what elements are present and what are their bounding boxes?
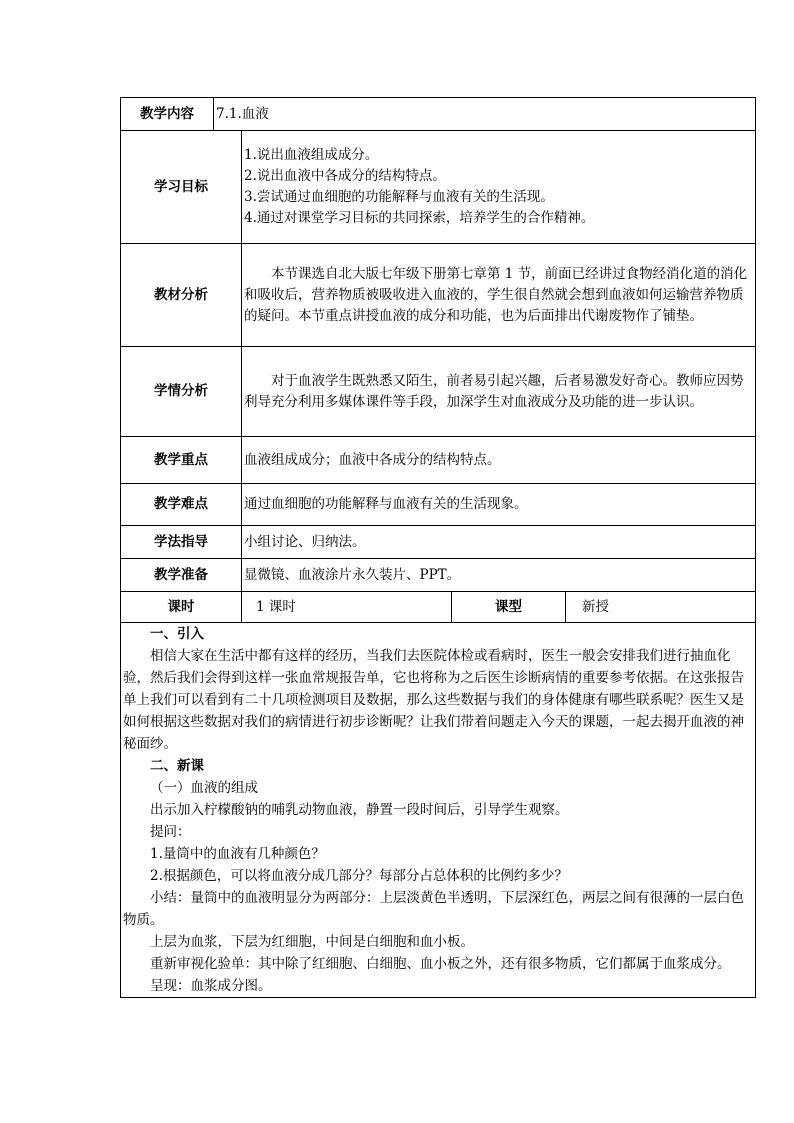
material-analysis-text: 本节课选自北大版七年级下册第七章第 1 节，前面已经讲过食物经消化道的消化和吸收后，营养物质被吸收进入血液的，学生很自然就会想到血液如何运输营养物质的疑问。本节重点讲授血液的成分和功能，也为后面排出代谢废物作了铺垫。 bbox=[244, 265, 748, 324]
student-analysis-text: 对于血液学生既熟悉又陌生，前者易引起兴趣，后者易激发好奇心。教师应因势利导充分利用多媒体课件等手段，加深学生对血液成分及功能的进一步认识。 bbox=[244, 372, 744, 410]
label-teaching-content: 教学内容 bbox=[121, 98, 214, 131]
label-student-analysis: 学情分析 bbox=[121, 347, 242, 437]
value-class-hours: 1 课时 bbox=[242, 592, 452, 623]
process-line: 提问： bbox=[150, 824, 191, 840]
row-teaching-content bbox=[121, 98, 756, 131]
teaching-process bbox=[121, 623, 756, 998]
value-study-method: 小组讨论、归纳法。 bbox=[242, 526, 756, 559]
question-line: 1.量筒中的血液有几种颜色？ bbox=[150, 846, 325, 862]
process-line: 上层为血浆，下层为红细胞，中间是白细胞和血小板。 bbox=[150, 934, 474, 950]
subsection-heading-blood-composition: （一）血液的组成 bbox=[150, 780, 258, 796]
row-class-hours bbox=[121, 592, 756, 623]
row-key-points bbox=[121, 437, 756, 484]
value-student-analysis bbox=[242, 347, 756, 437]
goal-item: 2.说出血液中各成分的结构特点。 bbox=[244, 168, 446, 184]
row-study-method bbox=[121, 526, 756, 559]
row-teaching-process bbox=[121, 623, 756, 998]
label-learning-goals: 学习目标 bbox=[121, 131, 242, 244]
process-line: 呈现：血浆成分图。 bbox=[150, 978, 272, 994]
section-heading-new-lesson: 二、新课 bbox=[150, 758, 204, 774]
lesson-plan-page bbox=[120, 97, 755, 998]
summary-paragraph: 小结：量筒中的血液明显分为两部分：上层淡黄色半透明，下层深红色，两层之间有很薄的一层白色物质。 bbox=[123, 890, 744, 928]
value-key-points: 血液组成成分；血液中各成分的结构特点。 bbox=[242, 437, 756, 484]
value-material-analysis bbox=[242, 244, 756, 347]
question-line: 2.根据颜色，可以将血液分成几部分？每部分占总体积的比例约多少？ bbox=[150, 868, 568, 884]
label-class-hours: 课时 bbox=[121, 592, 242, 623]
row-student-analysis bbox=[121, 347, 756, 437]
section-heading-intro: 一、引入 bbox=[150, 626, 204, 642]
intro-paragraph: 相信大家在生活中都有这样的经历，当我们去医院体检或看病时，医生一般会安排我们进行抽血化验，然后我们会得到这样一张血常规报告单，它也将称为之后医生诊断病情的重要参考依据。在这张报告单上我们可以看到有二十几项检测项目及数据，那么这些数据与我们的身体健康有哪些联系呢？医生又是如何根据这些数据对我们的病情进行初步诊断呢？让我们带着问题走入今天的课题，一起去揭开血液的神秘面纱。 bbox=[123, 648, 744, 752]
goal-item: 3.尝试通过血细胞的功能解释与血液有关的生活现。 bbox=[244, 189, 554, 205]
process-line: 出示加入柠檬酸钠的哺乳动物血液，静置一段时间后，引导学生观察。 bbox=[150, 802, 569, 818]
row-material-analysis bbox=[121, 244, 756, 347]
label-key-points: 教学重点 bbox=[121, 437, 242, 484]
value-difficulties: 通过血细胞的功能解释与血液有关的生活现象。 bbox=[242, 484, 756, 526]
row-learning-goals bbox=[121, 131, 756, 244]
value-teaching-content: 7.1.血液 bbox=[214, 98, 756, 131]
row-teaching-prep bbox=[121, 559, 756, 592]
label-teaching-prep: 教学准备 bbox=[121, 559, 242, 592]
label-lesson-type: 课型 bbox=[452, 592, 566, 623]
review-paragraph: 重新审视化验单：其中除了红细胞、白细胞、血小板之外，还有很多物质，它们都属于血浆成分。 bbox=[150, 956, 731, 972]
goal-item: 4.通过对课堂学习目标的共同探索，培养学生的合作精神。 bbox=[244, 210, 595, 226]
value-lesson-type: 新授 bbox=[566, 592, 756, 623]
label-difficulties: 教学难点 bbox=[121, 484, 242, 526]
learning-goals-list bbox=[242, 131, 756, 244]
goal-item: 1.说出血液组成成分。 bbox=[244, 147, 379, 163]
row-difficulties bbox=[121, 484, 756, 526]
label-study-method: 学法指导 bbox=[121, 526, 242, 559]
value-teaching-prep: 显微镜、血液涂片永久装片、PPT。 bbox=[242, 559, 756, 592]
lesson-plan-table bbox=[120, 97, 756, 998]
label-material-analysis: 教材分析 bbox=[121, 244, 242, 347]
